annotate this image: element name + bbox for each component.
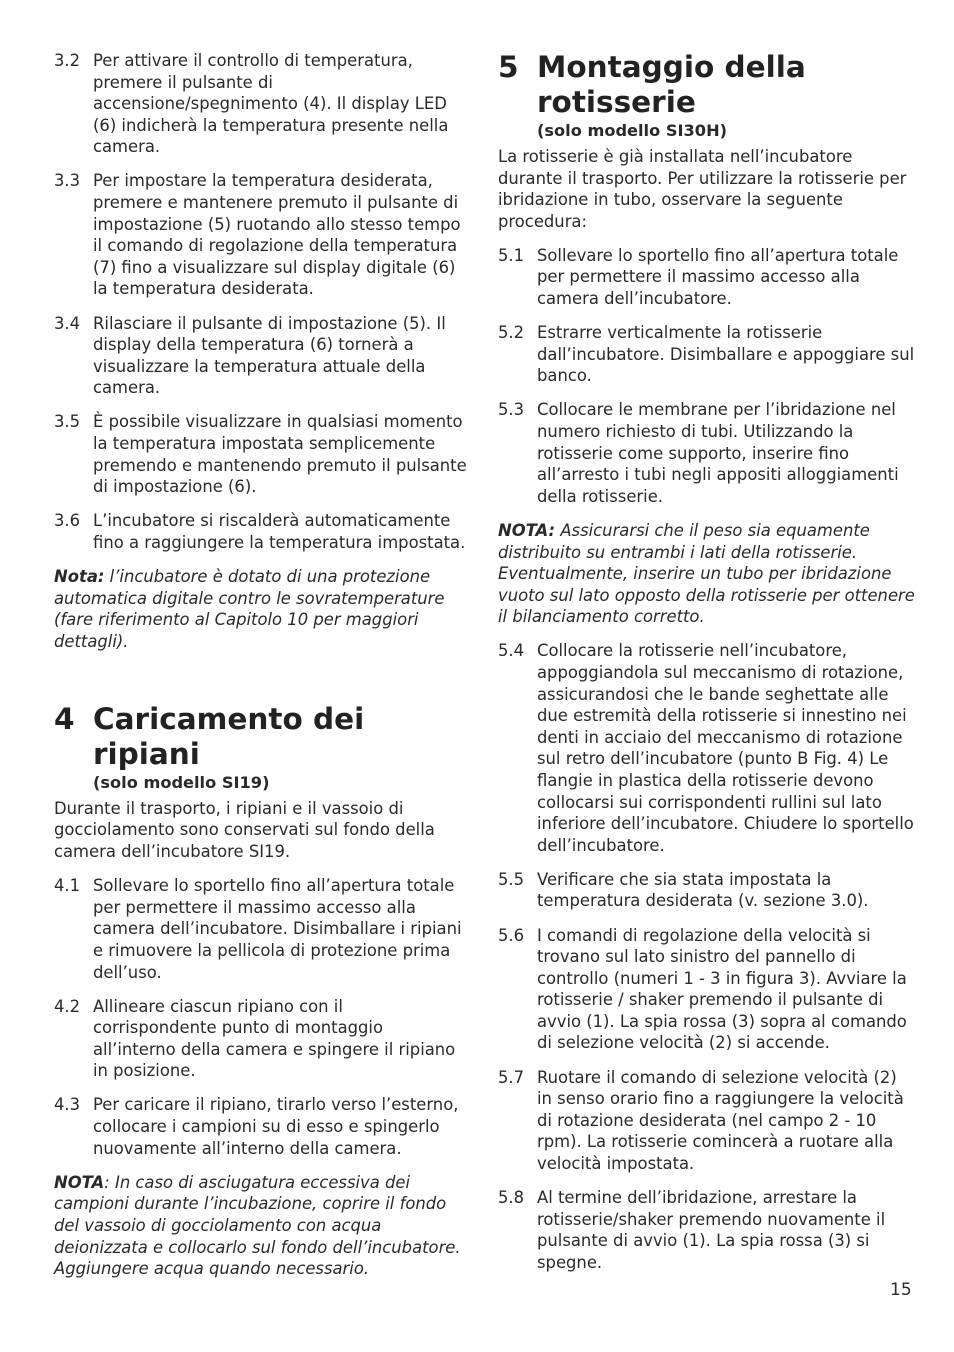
item-text: Al termine dell’ibridazione, arrestare la rotisserie/shaker premendo nuovamente il pulsante di avvio (1). La spia rossa (3) si spegne. [537,1188,886,1272]
list-item [498,1187,916,1273]
note-drip-tray [54,1172,468,1280]
item-number: 3.5 [54,412,81,432]
left-column [54,50,468,1292]
item-text: Per caricare il ripiano, tirarlo verso l’esterno, collocare i campioni su di esso e spingerlo nuovamente all’interno della camera. [93,1095,459,1158]
section-intro: Durante il trasporto, i ripiani e il vassoio di gocciolamento sono conservati sul fondo della camera dell’incubatore SI19. [54,798,435,862]
list-item [54,996,468,1082]
list-item [54,411,468,497]
section-number: 4 [54,701,75,736]
list-item [54,50,468,158]
item-text: Sollevare lo sportello fino all’apertura totale per permettere il massimo accesso alla camera dell’incubatore. [537,245,899,309]
list-item [498,925,916,1055]
list-item [54,510,468,553]
section-5-heading [498,50,916,120]
note-text: l’incubatore è dotato di una protezione automatica digitale contro le sovratemperature (fare riferimento al Capitolo 10 per maggiori dettagli). [54,566,445,651]
item-number: 5.2 [498,323,525,343]
section-title-line2: rotisserie [537,85,696,119]
item-text: Collocare la rotisserie nell’incubatore, appoggiandola sul meccanismo di rotazione, assicurandosi che le bande seghettate alle due estremità della rotisserie si innestino nei denti in acciaio del meccanismo di rotazione sul retro dell’incubatore (punto B Fig. 4) Le flangie in plastica della rotisserie devono collocarsi sui corrispondenti rullini sul lato inferiore dell’incubatore. Chiudere lo sportello dell’incubatore. [537,641,914,855]
note-weight-balance [498,520,916,628]
list-item [498,399,916,507]
list-item [498,640,916,856]
item-number: 5.1 [498,245,525,265]
list-item [498,245,916,310]
list-item [498,1067,916,1175]
item-text: Per impostare la temperatura desiderata, premere e mantenere premuto il pulsante di impostazione (5) ruotando allo stesso tempo il comando di regolazione della temperatura (7) fino a visualizzare sul display digitale (6) la temperatura desiderata. [93,171,461,299]
item-text: Allineare ciascun ripiano con il corrispondente punto di montaggio all’interno della camera e spingere il ripiano in posizione. [93,996,456,1081]
item-number: 4.2 [54,996,81,1016]
item-text: Estrarre verticalmente la rotisserie dall’incubatore. Disimballare e appoggiare sul banco. [537,323,915,386]
item-text: È possibile visualizzare in qualsiasi momento la temperatura impostata semplicemente premendo e mantenendo premuto il pulsante di impostazione (6). [93,412,467,497]
item-number: 3.4 [54,313,81,333]
list-item [54,1094,468,1159]
list-item [498,869,916,912]
item-number: 5.8 [498,1188,525,1208]
item-number: 3.6 [54,511,81,531]
item-number: 5.6 [498,925,525,945]
item-number: 4.1 [54,876,81,896]
item-number: 5.4 [498,641,525,661]
item-text: Collocare le membrane per l’ibridazione nel numero richiesto di tubi. Utilizzando la rotisserie come supporto, inserire fino all’arresto i tubi negli appositi alloggiamenti della rotisserie. [537,400,899,506]
note-label: NOTA [54,1172,105,1192]
item-text: Verificare che sia stata impostata la temperatura desiderata (v. sezione 3.0). [537,869,869,911]
item-text: I comandi di regolazione della velocità si trovano sul lato sinistro del pannello di controllo (numeri 1 - 3 in figura 3). Avviare la rotisserie / shaker premendo il pulsante di avvio (1). La spia rossa (3) sopra al comando di selezione velocità (2) si accende. [537,925,907,1053]
section-subtitle: (solo modello SI19) [93,772,270,792]
note-text: Assicurarsi che il peso sia equamente distribuito su entrambi i lati della rotisserie. Eventualmente, inserire un tubo per ibridazione vuoto sul lato opposto della rotisserie per ottenere il bilanciamento corretto. [498,520,915,627]
item-number: 3.2 [54,51,81,70]
list-item [54,170,468,300]
item-number: 5.3 [498,400,525,420]
list-item [54,313,468,399]
note-text: : In caso di asciugatura eccessiva dei campioni durante l’incubazione, coprire il fondo del vassoio di gocciolamento con acqua deionizzata e collocarlo sul fondo dell’incubatore. Aggiungere acqua quando necessario. [54,1172,461,1279]
item-text: Ruotare il comando di selezione velocità (2) in senso orario fino a raggiungere la velocità di rotazione desiderata (nel campo 2 - 10 rpm). La rotisserie comincerà a ruotare alla velocità impostata. [537,1067,904,1173]
section-number: 5 [498,50,519,84]
item-number: 4.3 [54,1095,81,1115]
note-label: Nota: [54,566,105,586]
section-subtitle: (solo modello SI30H) [537,121,728,140]
list-item [498,322,916,387]
section-title: Caricamento dei ripiani [93,701,365,771]
right-column [498,50,916,1286]
section-intro: La rotisserie è già installata nell’incubatore durante il trasporto. Per utilizzare la rotisserie per ibridazione in tubo, osservare la seguente procedura: [498,147,907,231]
section-4-heading [54,702,468,772]
item-number: 5.5 [498,869,525,889]
item-text: Rilasciare il pulsante di impostazione (5). Il display della temperatura (6) tornerà a visualizzare la temperatura attuale della camera. [93,313,446,398]
note-temperature-protection [54,566,468,652]
item-text: Sollevare lo sportello fino all’apertura totale per permettere il massimo accesso alla camera dell’incubatore. Disimballare i ripiani e rimuovere la pellicola di protezione prima dell’uso. [93,876,462,982]
item-number: 3.3 [54,171,81,191]
item-text: L’incubatore si riscalderà automaticamente fino a raggiungere la temperatura impostata. [93,511,466,552]
item-text: Per attivare il controllo di temperatura, premere il pulsante di accensione/spegnimento (4). Il display LED (6) indicherà la temperatura presente nella camera. [93,51,449,157]
note-label: NOTA: [498,520,556,540]
item-number: 5.7 [498,1067,525,1087]
page-number: 15 [890,1280,912,1300]
section-title-line1: Montaggio della [537,50,806,84]
list-item [54,875,468,983]
